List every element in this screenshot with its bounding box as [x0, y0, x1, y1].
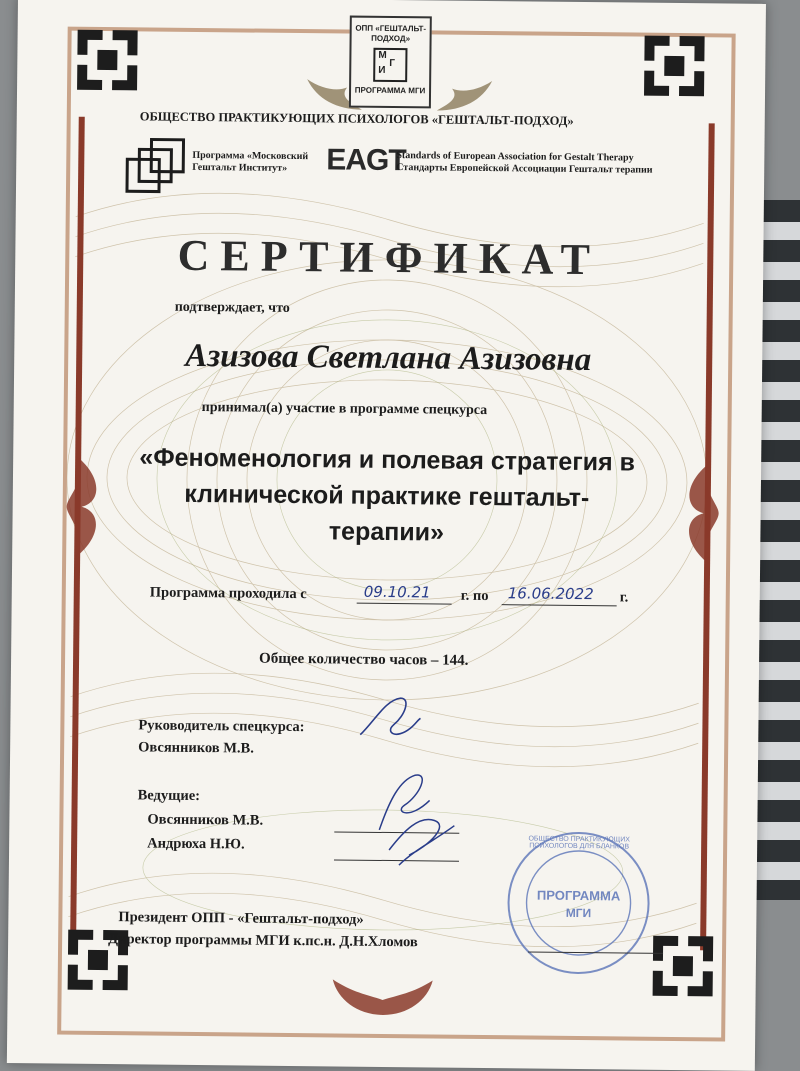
- stamp-ring-text: ОБЩЕСТВО ПРАКТИКУЮЩИХ ПСИХОЛОГОВ ДЛЯ БЛАНКОВ: [528, 835, 630, 851]
- course-title-line3: терапии»: [328, 517, 445, 547]
- head-label: Руководитель спецкурса:: [138, 717, 305, 736]
- president-line: Президент ОПП - «Гештальт-подход»: [118, 909, 364, 928]
- course-title-line1: «Феноменология и полевая стратегия в: [139, 443, 636, 477]
- corner-ornament-top-left-icon: [72, 25, 143, 96]
- date-from: 09.10.21: [363, 582, 431, 602]
- bottom-ornament-icon: [327, 974, 437, 1020]
- leader2-name: Андрюха Н.Ю.: [147, 835, 245, 853]
- opp-program-badge: [349, 16, 432, 109]
- badge-letter-i: И: [378, 64, 386, 76]
- corner-ornament-bottom-right-icon: [648, 931, 719, 1002]
- certificate-sheet: [7, 0, 766, 1071]
- mgi-logo-icon: [373, 48, 407, 82]
- leaders-label: Ведущие:: [137, 787, 201, 805]
- standards-ru: Стандарты Европейской Ассоциации Гештальт терапии: [396, 162, 653, 176]
- participated-text: принимал(а) участие в программе спецкурса: [201, 400, 488, 419]
- course-title: [12, 438, 761, 554]
- badge-letter-g: Г: [389, 57, 396, 70]
- society-title: ОБЩЕСТВО ПРАКТИКУЮЩИХ ПСИХОЛОГОВ «ГЕШТАЛЬТ-ПОДХОД»: [139, 109, 574, 128]
- total-hours: Общее количество часов – 144.: [259, 650, 469, 669]
- stamp-center-line1: ПРОГРАММА: [536, 887, 621, 904]
- standards-en: Standards of European Association for Gestalt Therapy: [396, 150, 634, 164]
- dates-suffix: г.: [619, 589, 629, 606]
- eagt-logo: EAGT: [326, 143, 406, 178]
- mgi-squares-logo-icon: [124, 137, 187, 198]
- recipient-name: Азизова Светлана Азизовна: [185, 337, 592, 379]
- badge-letter-m: М: [378, 49, 387, 61]
- badge-bottom-text: ПРОГРАММА МГИ: [354, 85, 426, 96]
- certificate-title: СЕРТИФИКАТ: [177, 230, 602, 285]
- signature-leaders-icon: [359, 760, 470, 876]
- head-name: Овсянников М.В.: [138, 739, 254, 757]
- program-left-line2: Гештальт Институт»: [192, 161, 288, 174]
- signature-head-icon: [355, 690, 426, 751]
- standards-text: [396, 150, 653, 177]
- stamp-center-line2: МГИ: [565, 905, 592, 921]
- dates-prefix: Программа проходила с: [149, 584, 307, 603]
- date-to: 16.06.2022: [507, 584, 594, 604]
- organization-stamp: [503, 827, 655, 979]
- course-title-line2: клинической практике гештальт-: [184, 479, 590, 513]
- dates-mid: г. по: [460, 587, 489, 605]
- badge-top-text: ОПП «ГЕШТАЛЬТ-ПОДХОД»: [355, 23, 427, 44]
- corner-ornament-top-right-icon: [639, 31, 710, 102]
- director-line: Директор программы МГИ к.пс.н. Д.Н.Хломов: [108, 931, 418, 951]
- program-left-line1: Программа «Московский: [192, 149, 309, 163]
- confirms-text: подтверждает, что: [174, 299, 290, 316]
- leader1-name: Овсянников М.В.: [147, 811, 264, 829]
- program-left-text: [192, 150, 308, 175]
